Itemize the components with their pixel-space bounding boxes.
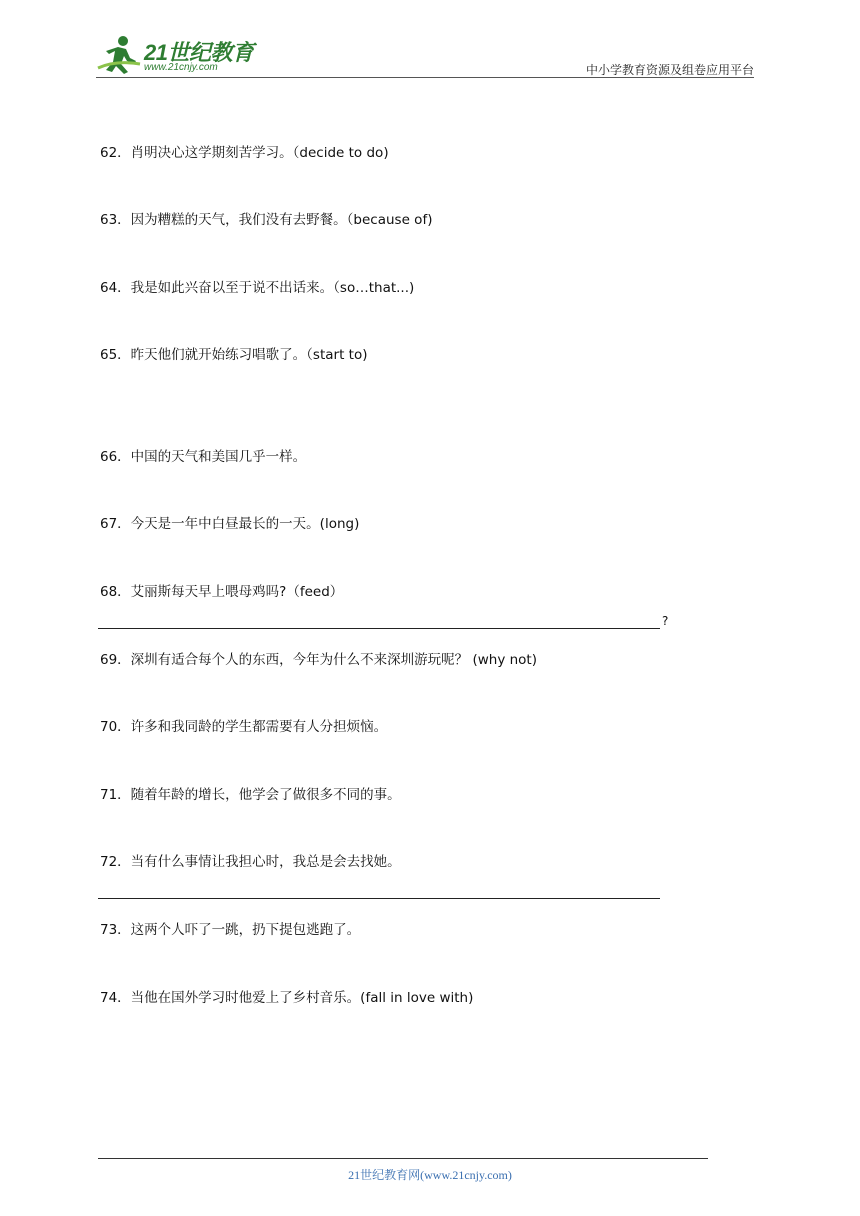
answer-question-mark: ?: [662, 614, 669, 628]
question-68: 68．艾丽斯每天早上喂母鸡吗?（feed）: [100, 584, 344, 600]
answer-line-72: [98, 898, 660, 899]
logo-text: 21世纪教育: [144, 40, 254, 65]
question-72: 72．当有什么事情让我担心时，我总是会去找她。: [100, 854, 401, 870]
question-71: 71．随着年龄的增长，他学会了做很多不同的事。: [100, 787, 401, 803]
question-63: 63．因为糟糕的天气，我们没有去野餐。（because of): [100, 212, 433, 228]
question-65: 65．昨天他们就开始练习唱歌了。（start to): [100, 347, 368, 363]
site-logo: [96, 34, 266, 78]
page-header: [96, 34, 754, 78]
answer-line-68: [98, 628, 660, 629]
question-64: 64．我是如此兴奋以至于说不出话来。（so…that...): [100, 280, 415, 296]
question-66: 66．中国的天气和美国几乎一样。: [100, 449, 307, 465]
header-divider: [96, 77, 754, 78]
platform-title: 中小学教育资源及组卷应用平台: [585, 63, 754, 77]
logo-url: www.21cnjy.com: [144, 62, 218, 73]
question-74: 74．当他在国外学习时他爱上了乡村音乐。(fall in love with): [100, 990, 474, 1006]
question-67: 67．今天是一年中白昼最长的一天。(long): [100, 516, 360, 532]
question-73: 73．这两个人吓了一跳，扔下提包逃跑了。: [100, 922, 361, 938]
footer-text: 21世纪教育网(www.21cnjy.com): [348, 1168, 512, 1182]
question-69: 69．深圳有适合每个人的东西，今年为什么不来深圳游玩呢？ (why not): [100, 652, 537, 668]
question-62: 62．肖明决心这学期刻苦学习。（decide to do): [100, 145, 389, 161]
question-70: 70．许多和我同龄的学生都需要有人分担烦恼。: [100, 719, 388, 735]
runner-logo-icon: [96, 34, 142, 76]
footer-divider: [98, 1158, 708, 1159]
